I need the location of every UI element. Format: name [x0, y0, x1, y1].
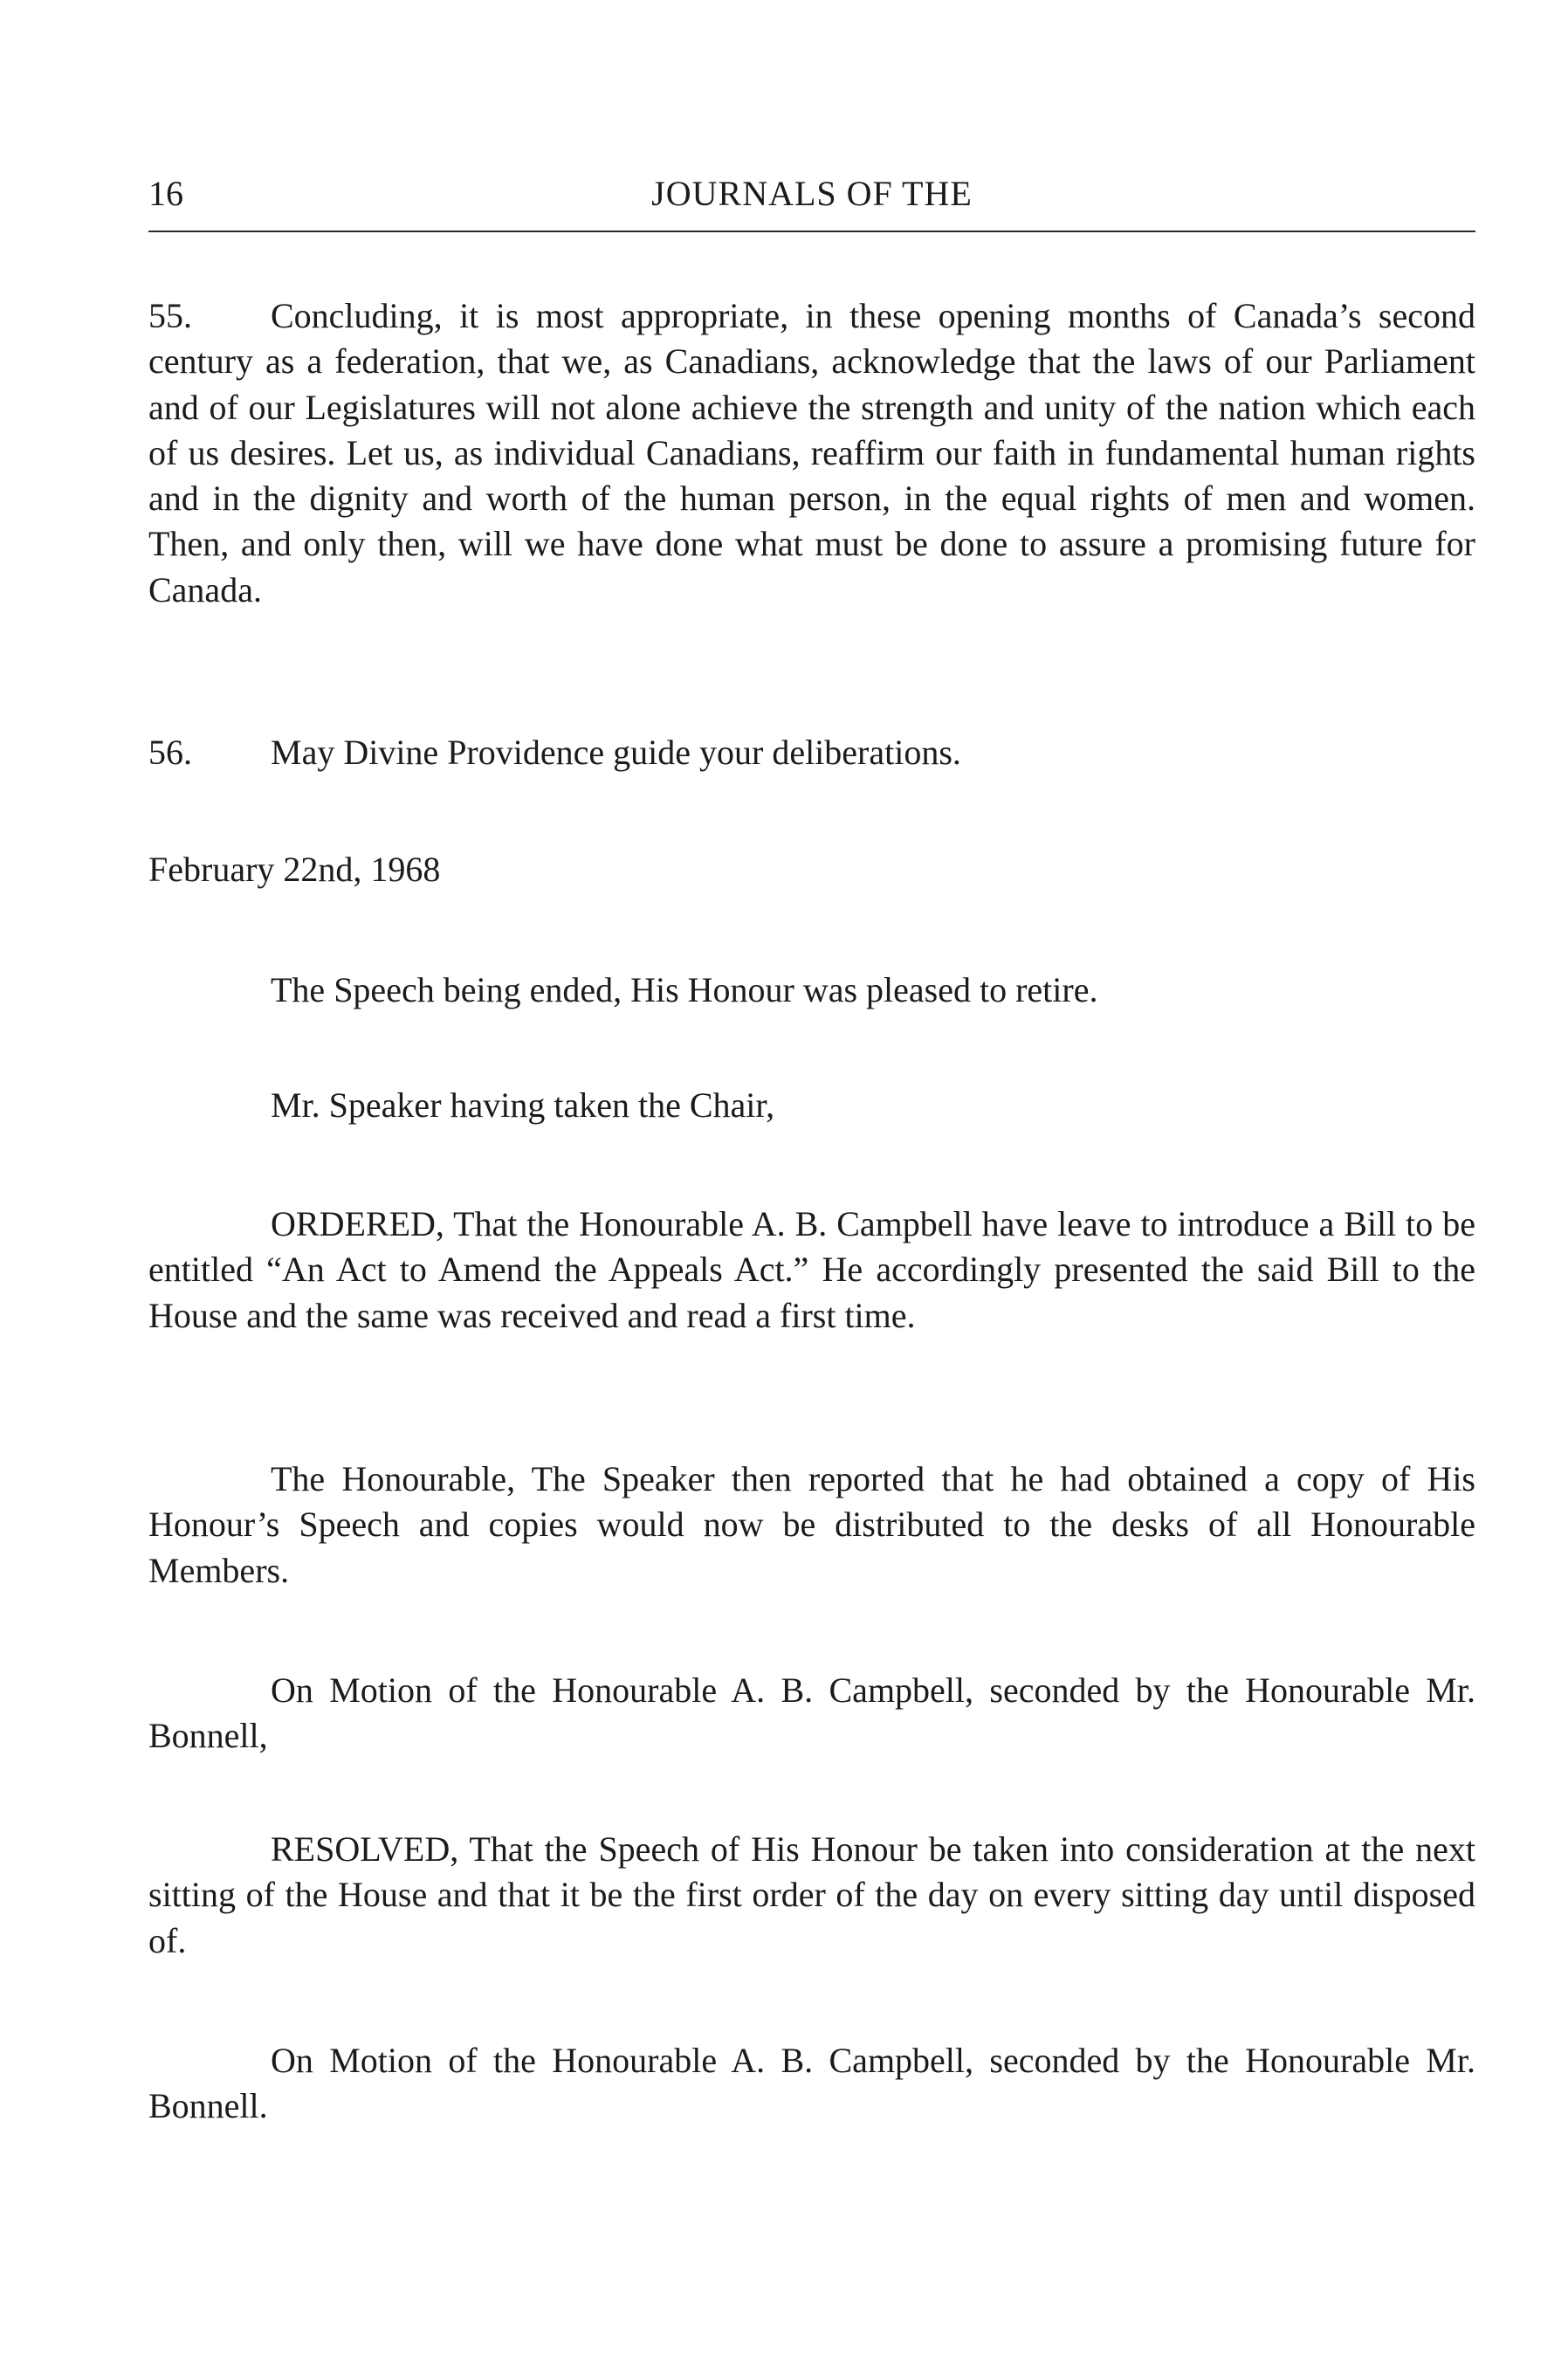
paragraph-56 — [148, 730, 1475, 775]
speech-date: February 22nd, 1968 — [148, 850, 441, 889]
page-number: 16 — [148, 174, 183, 213]
header-rule — [148, 231, 1475, 232]
paragraph-number: 55. — [148, 296, 192, 335]
paragraph-text: Concluding, it is most appropriate, in these opening months of Canada’s second century as a federation, that we, as Canadians, acknowledge that the laws of our Parliament and of our Legislatures will not alone achieve the strength and unity of the nation which each of us desires. Let us, as individual Canadians, reaffirm our faith in fundamental human rights and in the dignity and worth of the human person, in the equal rights of men and women. Then, and only then, will we have done what must be done to assure a promising future for Canada. — [148, 296, 1475, 609]
resolved-paragraph: RESOLVED, That the Speech of His Honour be taken into consideration at the next sitting of the House and that it be the first order of the day on every sitting day until disposed of. — [148, 1829, 1475, 1960]
speaker-chair-line: Mr. Speaker having taken the Chair, — [271, 1085, 775, 1125]
ordered-paragraph: ORDERED, That the Honourable A. B. Campbell have leave to introduce a Bill to be entitled “An Act to Amend the Appeals Act.” He accordingly presented the said Bill to the House and the same was received and read a first time. — [148, 1204, 1475, 1335]
paragraph-55 — [148, 293, 1475, 613]
speaker-report-paragraph: The Honourable, The Speaker then reported that he had obtained a copy of His Honour’s Speech and copies would now be distributed to the desks of all Honourable Members. — [148, 1459, 1475, 1590]
running-title: JOURNALS OF THE — [651, 174, 973, 213]
motion-paragraph-2: On Motion of the Honourable A. B. Campbell, seconded by the Honourable Mr. Bonnell. — [148, 2041, 1475, 2126]
motion-paragraph-1: On Motion of the Honourable A. B. Campbell, seconded by the Honourable Mr. Bonnell, — [148, 1670, 1475, 1756]
page-header — [148, 168, 1475, 220]
paragraph-number: 56. — [148, 733, 192, 772]
paragraph-text: May Divine Providence guide your deliberations. — [271, 733, 961, 772]
speech-ended-line: The Speech being ended, His Honour was pleased to retire. — [271, 970, 1098, 1009]
